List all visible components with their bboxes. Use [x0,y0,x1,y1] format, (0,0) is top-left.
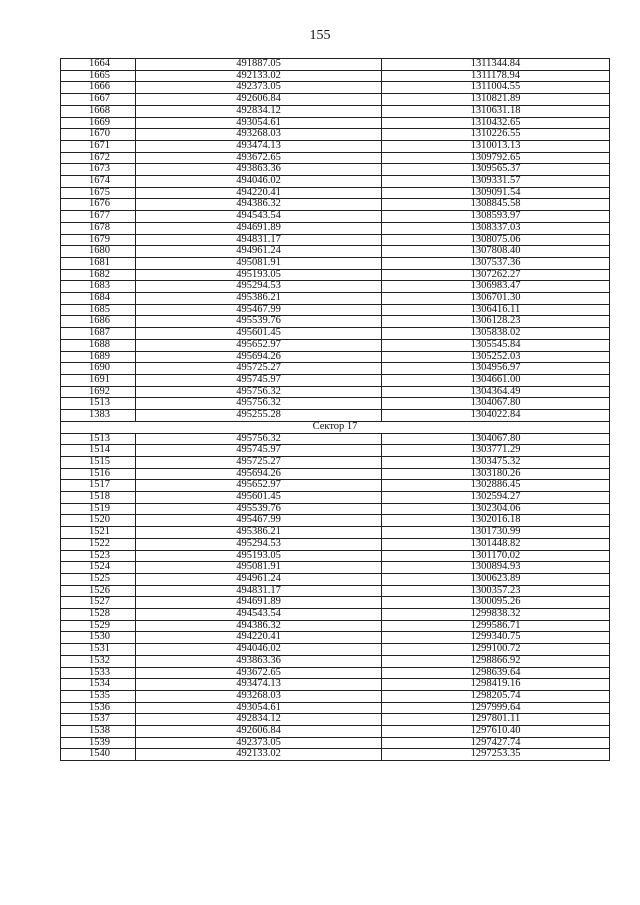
point-number-cell: 1524 [61,562,136,574]
table-row [61,199,610,211]
table-row [61,468,610,480]
x-coordinate-cell: 494543.54 [136,211,382,223]
table-row [61,386,610,398]
x-coordinate-cell: 493863.36 [136,164,382,176]
table-row [61,94,610,106]
point-number-cell: 1538 [61,726,136,738]
y-coordinate-cell: 1301448.82 [382,538,610,550]
y-coordinate-cell: 1306128.23 [382,316,610,328]
y-coordinate-cell: 1301170.02 [382,550,610,562]
table-row [61,211,610,223]
point-number-cell: 1690 [61,363,136,375]
y-coordinate-cell: 1304956.97 [382,363,610,375]
table-row [61,480,610,492]
x-coordinate-cell: 495756.32 [136,398,382,410]
point-number-cell: 1383 [61,410,136,422]
point-number-cell: 1526 [61,585,136,597]
x-coordinate-cell: 492373.05 [136,82,382,94]
table-row [61,538,610,550]
table-row [61,737,610,749]
y-coordinate-cell: 1308075.06 [382,234,610,246]
table-row [61,527,610,539]
table-row [61,304,610,316]
x-coordinate-cell: 495294.53 [136,281,382,293]
x-coordinate-cell: 495601.45 [136,492,382,504]
point-number-cell: 1665 [61,70,136,82]
y-coordinate-cell: 1311004.55 [382,82,610,94]
x-coordinate-cell: 494220.41 [136,187,382,199]
table-row [61,152,610,164]
coordinates-table-body-upper [61,59,610,422]
point-number-cell: 1677 [61,211,136,223]
table-row [61,316,610,328]
point-number-cell: 1520 [61,515,136,527]
point-number-cell: 1674 [61,176,136,188]
y-coordinate-cell: 1308593.97 [382,211,610,223]
point-number-cell: 1667 [61,94,136,106]
point-number-cell: 1672 [61,152,136,164]
x-coordinate-cell: 495652.97 [136,480,382,492]
y-coordinate-cell: 1305252.03 [382,351,610,363]
point-number-cell: 1529 [61,620,136,632]
point-number-cell: 1533 [61,667,136,679]
x-coordinate-cell: 493054.61 [136,702,382,714]
y-coordinate-cell: 1298866.92 [382,655,610,667]
x-coordinate-cell: 495756.32 [136,433,382,445]
y-coordinate-cell: 1302594.27 [382,492,610,504]
point-number-cell: 1540 [61,749,136,761]
table-row [61,164,610,176]
x-coordinate-cell: 495294.53 [136,538,382,550]
point-number-cell: 1664 [61,59,136,71]
y-coordinate-cell: 1310226.55 [382,129,610,141]
x-coordinate-cell: 492606.84 [136,726,382,738]
point-number-cell: 1666 [61,82,136,94]
table-row [61,644,610,656]
point-number-cell: 1688 [61,339,136,351]
table-row [61,445,610,457]
point-number-cell: 1531 [61,644,136,656]
x-coordinate-cell: 495255.28 [136,410,382,422]
table-row [61,176,610,188]
y-coordinate-cell: 1301730.99 [382,527,610,539]
y-coordinate-cell: 1309331.57 [382,176,610,188]
y-coordinate-cell: 1298639.64 [382,667,610,679]
x-coordinate-cell: 493672.65 [136,152,382,164]
table-row [61,456,610,468]
y-coordinate-cell: 1303475.32 [382,456,610,468]
point-number-cell: 1679 [61,234,136,246]
table-row [61,70,610,82]
x-coordinate-cell: 495745.97 [136,374,382,386]
point-number-cell: 1673 [61,164,136,176]
y-coordinate-cell: 1297610.40 [382,726,610,738]
point-number-cell: 1675 [61,187,136,199]
x-coordinate-cell: 492606.84 [136,94,382,106]
x-coordinate-cell: 493268.03 [136,690,382,702]
y-coordinate-cell: 1309091.54 [382,187,610,199]
y-coordinate-cell: 1310013.13 [382,140,610,152]
point-number-cell: 1518 [61,492,136,504]
point-number-cell: 1521 [61,527,136,539]
x-coordinate-cell: 495081.91 [136,257,382,269]
y-coordinate-cell: 1304067.80 [382,433,610,445]
x-coordinate-cell: 492373.05 [136,737,382,749]
table-row [61,374,610,386]
y-coordinate-cell: 1299100.72 [382,644,610,656]
y-coordinate-cell: 1308337.03 [382,222,610,234]
point-number-cell: 1534 [61,679,136,691]
x-coordinate-cell: 495725.27 [136,363,382,375]
point-number-cell: 1668 [61,105,136,117]
x-coordinate-cell: 492834.12 [136,105,382,117]
x-coordinate-cell: 494961.24 [136,246,382,258]
y-coordinate-cell: 1305545.84 [382,339,610,351]
y-coordinate-cell: 1310432.65 [382,117,610,129]
x-coordinate-cell: 494831.17 [136,234,382,246]
x-coordinate-cell: 494961.24 [136,573,382,585]
table-row [61,105,610,117]
y-coordinate-cell: 1304022.84 [382,410,610,422]
point-number-cell: 1680 [61,246,136,258]
table-row [61,667,610,679]
point-number-cell: 1686 [61,316,136,328]
y-coordinate-cell: 1309565.37 [382,164,610,176]
x-coordinate-cell: 493672.65 [136,667,382,679]
x-coordinate-cell: 495725.27 [136,456,382,468]
x-coordinate-cell: 495756.32 [136,386,382,398]
y-coordinate-cell: 1297999.64 [382,702,610,714]
table-row [61,269,610,281]
x-coordinate-cell: 492834.12 [136,714,382,726]
y-coordinate-cell: 1297253.35 [382,749,610,761]
point-number-cell: 1678 [61,222,136,234]
y-coordinate-cell: 1302886.45 [382,480,610,492]
table-row [61,82,610,94]
point-number-cell: 1689 [61,351,136,363]
y-coordinate-cell: 1307808.40 [382,246,610,258]
point-number-cell: 1515 [61,456,136,468]
x-coordinate-cell: 495193.05 [136,550,382,562]
y-coordinate-cell: 1300095.26 [382,597,610,609]
y-coordinate-cell: 1304364.49 [382,386,610,398]
y-coordinate-cell: 1311344.84 [382,59,610,71]
x-coordinate-cell: 494386.32 [136,199,382,211]
table-row [61,257,610,269]
y-coordinate-cell: 1305838.02 [382,328,610,340]
y-coordinate-cell: 1300894.93 [382,562,610,574]
x-coordinate-cell: 491887.05 [136,59,382,71]
table-row [61,281,610,293]
sector-label: Сектор 17 [61,421,610,433]
table-row [61,573,610,585]
y-coordinate-cell: 1306983.47 [382,281,610,293]
table-row [61,515,610,527]
x-coordinate-cell: 495539.76 [136,316,382,328]
table-row [61,550,610,562]
table-row [61,492,610,504]
x-coordinate-cell: 495539.76 [136,503,382,515]
x-coordinate-cell: 495386.21 [136,293,382,305]
x-coordinate-cell: 495652.97 [136,339,382,351]
y-coordinate-cell: 1297427.74 [382,737,610,749]
point-number-cell: 1536 [61,702,136,714]
point-number-cell: 1687 [61,328,136,340]
x-coordinate-cell: 495467.99 [136,515,382,527]
point-number-cell: 1670 [61,129,136,141]
table-row [61,187,610,199]
x-coordinate-cell: 495601.45 [136,328,382,340]
coordinates-table [60,58,610,761]
table-row [61,433,610,445]
point-number-cell: 1692 [61,386,136,398]
table-row [61,503,610,515]
y-coordinate-cell: 1308845.58 [382,199,610,211]
table-row [61,620,610,632]
table-row [61,222,610,234]
x-coordinate-cell: 493474.13 [136,140,382,152]
x-coordinate-cell: 493268.03 [136,129,382,141]
y-coordinate-cell: 1303180.26 [382,468,610,480]
y-coordinate-cell: 1310821.89 [382,94,610,106]
y-coordinate-cell: 1299586.71 [382,620,610,632]
y-coordinate-cell: 1298419.16 [382,679,610,691]
x-coordinate-cell: 494220.41 [136,632,382,644]
x-coordinate-cell: 494831.17 [136,585,382,597]
point-number-cell: 1528 [61,609,136,621]
x-coordinate-cell: 494386.32 [136,620,382,632]
point-number-cell: 1535 [61,690,136,702]
x-coordinate-cell: 495081.91 [136,562,382,574]
x-coordinate-cell: 495193.05 [136,269,382,281]
point-number-cell: 1537 [61,714,136,726]
coordinates-table-body-lower [61,433,610,761]
point-number-cell: 1514 [61,445,136,457]
point-number-cell: 1519 [61,503,136,515]
point-number-cell: 1516 [61,468,136,480]
point-number-cell: 1513 [61,433,136,445]
x-coordinate-cell: 495745.97 [136,445,382,457]
table-row [61,246,610,258]
table-row [61,234,610,246]
point-number-cell: 1682 [61,269,136,281]
y-coordinate-cell: 1307537.36 [382,257,610,269]
point-number-cell: 1683 [61,281,136,293]
x-coordinate-cell: 494691.89 [136,597,382,609]
point-number-cell: 1676 [61,199,136,211]
x-coordinate-cell: 495467.99 [136,304,382,316]
table-row [61,410,610,422]
table-row [61,129,610,141]
table-row [61,632,610,644]
point-number-cell: 1527 [61,597,136,609]
point-number-cell: 1523 [61,550,136,562]
y-coordinate-cell: 1304661.00 [382,374,610,386]
x-coordinate-cell: 492133.02 [136,70,382,82]
table-row [61,726,610,738]
table-row [61,59,610,71]
table-row [61,140,610,152]
y-coordinate-cell: 1303771.29 [382,445,610,457]
point-number-cell: 1685 [61,304,136,316]
sector-header-row [61,421,610,433]
point-number-cell: 1684 [61,293,136,305]
x-coordinate-cell: 494691.89 [136,222,382,234]
table-row [61,690,610,702]
point-number-cell: 1681 [61,257,136,269]
table-row [61,363,610,375]
x-coordinate-cell: 495694.26 [136,351,382,363]
y-coordinate-cell: 1298205.74 [382,690,610,702]
y-coordinate-cell: 1300357.23 [382,585,610,597]
x-coordinate-cell: 492133.02 [136,749,382,761]
page-number: 155 [309,28,331,43]
table-row [61,293,610,305]
table-row [61,749,610,761]
point-number-cell: 1539 [61,737,136,749]
y-coordinate-cell: 1302304.06 [382,503,610,515]
table-row [61,562,610,574]
y-coordinate-cell: 1302016.18 [382,515,610,527]
x-coordinate-cell: 493863.36 [136,655,382,667]
point-number-cell: 1532 [61,655,136,667]
table-row [61,398,610,410]
y-coordinate-cell: 1306701.30 [382,293,610,305]
table-row [61,679,610,691]
table-row [61,585,610,597]
point-number-cell: 1691 [61,374,136,386]
x-coordinate-cell: 495386.21 [136,527,382,539]
point-number-cell: 1525 [61,573,136,585]
x-coordinate-cell: 494046.02 [136,644,382,656]
y-coordinate-cell: 1307262.27 [382,269,610,281]
table-row [61,328,610,340]
table-row [61,597,610,609]
y-coordinate-cell: 1304067.80 [382,398,610,410]
point-number-cell: 1513 [61,398,136,410]
x-coordinate-cell: 495694.26 [136,468,382,480]
point-number-cell: 1517 [61,480,136,492]
point-number-cell: 1671 [61,140,136,152]
y-coordinate-cell: 1299838.32 [382,609,610,621]
point-number-cell: 1669 [61,117,136,129]
table-row [61,714,610,726]
y-coordinate-cell: 1297801.11 [382,714,610,726]
table-row [61,351,610,363]
sector-header-group [61,421,610,433]
y-coordinate-cell: 1311178.94 [382,70,610,82]
y-coordinate-cell: 1300623.89 [382,573,610,585]
y-coordinate-cell: 1310631.18 [382,105,610,117]
y-coordinate-cell: 1309792.65 [382,152,610,164]
y-coordinate-cell: 1306416.11 [382,304,610,316]
table-row [61,609,610,621]
x-coordinate-cell: 494543.54 [136,609,382,621]
x-coordinate-cell: 493054.61 [136,117,382,129]
table-row [61,655,610,667]
point-number-cell: 1530 [61,632,136,644]
table-row [61,339,610,351]
y-coordinate-cell: 1299340.75 [382,632,610,644]
point-number-cell: 1522 [61,538,136,550]
x-coordinate-cell: 494046.02 [136,176,382,188]
x-coordinate-cell: 493474.13 [136,679,382,691]
table-row [61,702,610,714]
table-row [61,117,610,129]
